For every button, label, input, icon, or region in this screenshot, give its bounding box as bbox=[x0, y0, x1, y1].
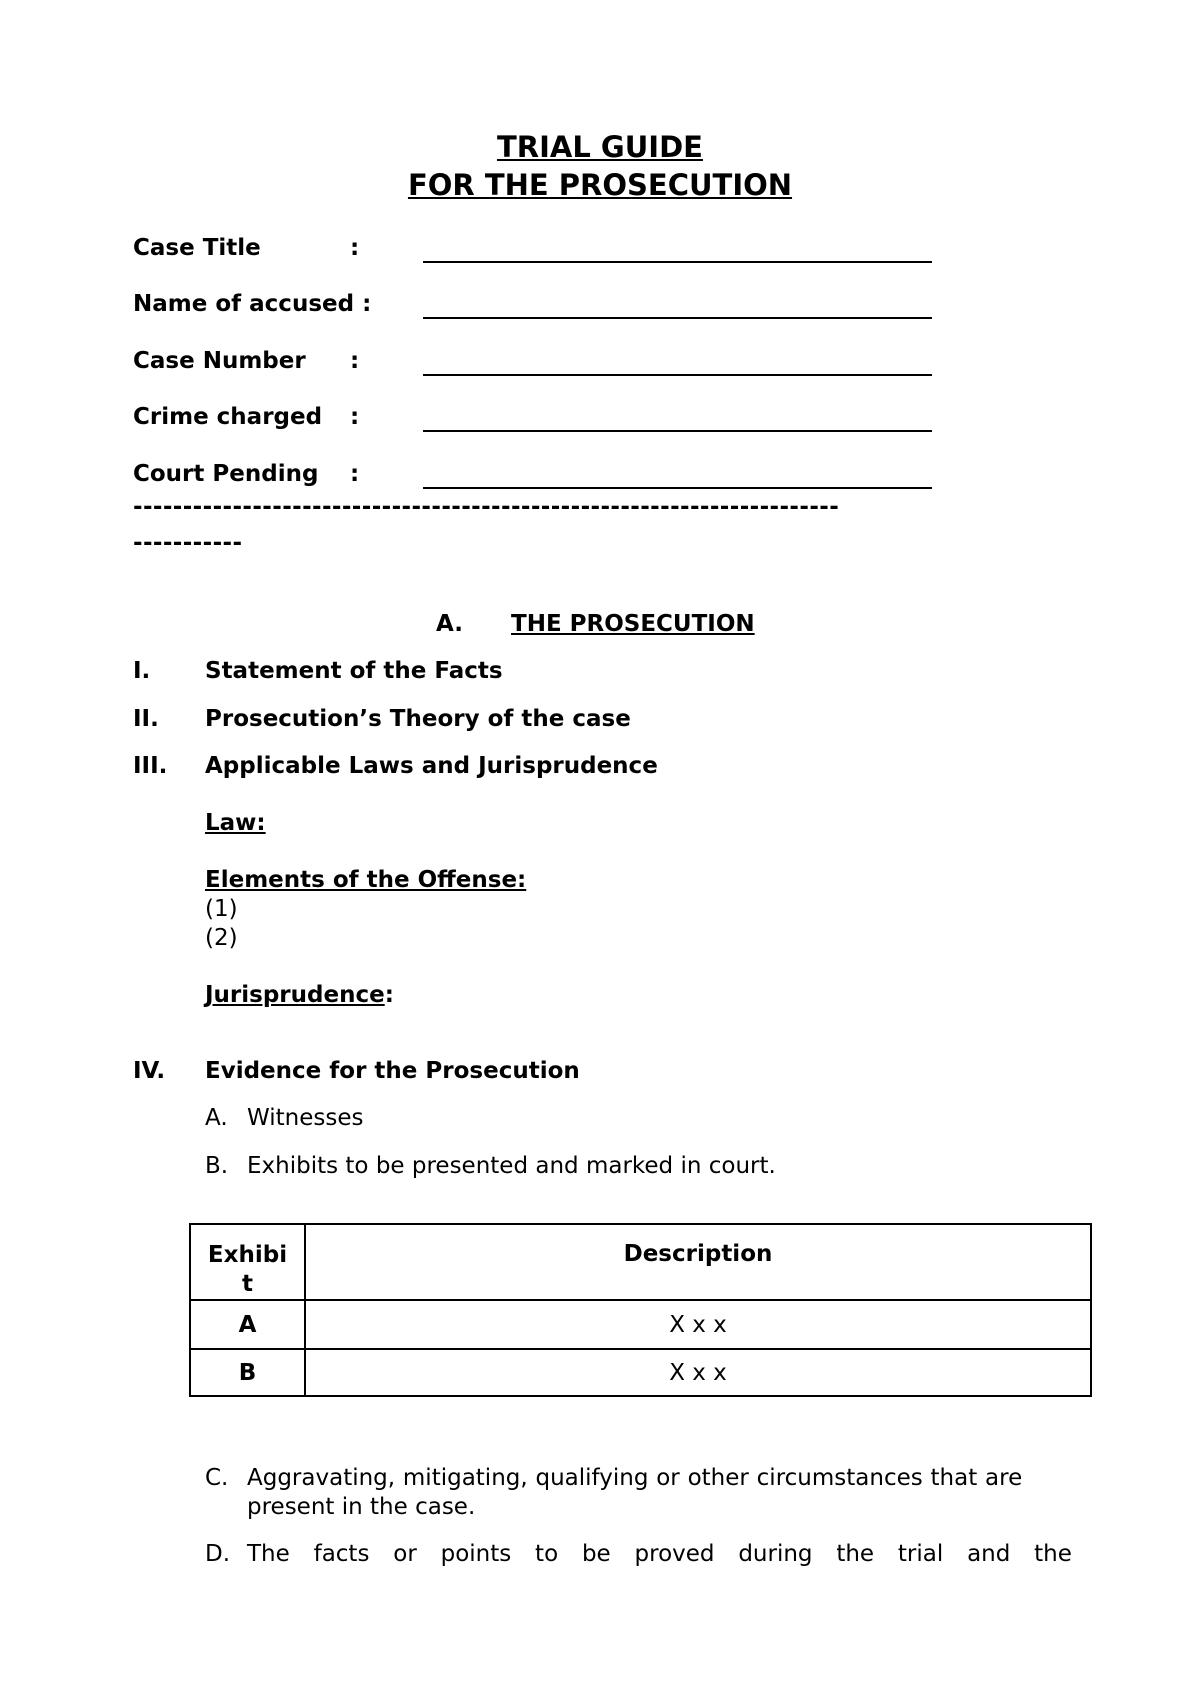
item-3-number: III. bbox=[133, 753, 168, 779]
d-word: to bbox=[535, 1541, 559, 1567]
item-3-text: Applicable Laws and Jurisprudence bbox=[205, 753, 658, 779]
evidence-sub-d-line1 bbox=[247, 1541, 1072, 1567]
item-4-number: IV. bbox=[133, 1058, 166, 1084]
exhibits-table bbox=[189, 1223, 1092, 1397]
header-exhibit: Exhibi t bbox=[190, 1224, 305, 1300]
item-1-number: I. bbox=[133, 658, 151, 684]
crime-charged-blank bbox=[423, 430, 932, 432]
case-title-blank bbox=[423, 261, 932, 263]
document-title-line2: FOR THE PROSECUTION bbox=[407, 168, 793, 202]
table-header-row bbox=[190, 1224, 1091, 1300]
name-of-accused-label: Name of accused : bbox=[133, 291, 372, 317]
table-row bbox=[190, 1349, 1091, 1396]
element-2: (2) bbox=[205, 925, 238, 951]
case-number-label: Case Number bbox=[133, 348, 306, 374]
d-word: points bbox=[440, 1541, 512, 1567]
jurisprudence-label: Jurisprudence bbox=[205, 982, 385, 1008]
name-of-accused-blank bbox=[423, 317, 932, 319]
table-row bbox=[190, 1300, 1091, 1349]
description-cell: X x x bbox=[305, 1300, 1091, 1349]
evidence-sub-a-text: Witnesses bbox=[247, 1105, 364, 1131]
case-number-blank bbox=[423, 374, 932, 376]
document-title-line1: TRIAL GUIDE bbox=[497, 130, 703, 164]
item-4-text: Evidence for the Prosecution bbox=[205, 1058, 580, 1084]
exhibit-cell: A bbox=[190, 1300, 305, 1349]
evidence-sub-a-letter: A. bbox=[205, 1105, 228, 1131]
d-word: and bbox=[967, 1541, 1011, 1567]
case-title-colon: : bbox=[350, 235, 360, 261]
evidence-sub-b-letter: B. bbox=[205, 1153, 229, 1179]
d-word: facts bbox=[313, 1541, 370, 1567]
crime-charged-label: Crime charged bbox=[133, 404, 323, 430]
court-pending-colon: : bbox=[350, 461, 360, 487]
d-word: the bbox=[1034, 1541, 1072, 1567]
evidence-sub-c-letter: C. bbox=[205, 1465, 229, 1491]
d-word: be bbox=[581, 1541, 611, 1567]
item-2-number: II. bbox=[133, 706, 159, 732]
d-word: or bbox=[393, 1541, 417, 1567]
header-description: Description bbox=[305, 1224, 1091, 1300]
court-pending-blank bbox=[423, 487, 932, 489]
separator-line-2: ----------- bbox=[133, 530, 243, 556]
d-word: during bbox=[738, 1541, 813, 1567]
description-cell: X x x bbox=[305, 1349, 1091, 1396]
element-1: (1) bbox=[205, 896, 238, 922]
section-a-letter: A. bbox=[436, 611, 463, 637]
d-word: proved bbox=[634, 1541, 715, 1567]
item-1-text: Statement of the Facts bbox=[205, 658, 503, 684]
evidence-sub-c-line2: present in the case. bbox=[247, 1494, 476, 1520]
item-2-text: Prosecution’s Theory of the case bbox=[205, 706, 631, 732]
d-word: The bbox=[247, 1541, 290, 1567]
d-word: the bbox=[836, 1541, 875, 1567]
section-a-heading: THE PROSECUTION bbox=[511, 611, 755, 637]
law-label: Law: bbox=[205, 810, 266, 836]
jurisprudence-heading bbox=[205, 982, 394, 1008]
evidence-sub-d-letter: D. bbox=[205, 1541, 231, 1567]
court-pending-label: Court Pending bbox=[133, 461, 319, 487]
case-title-label: Case Title bbox=[133, 235, 261, 261]
d-word: trial bbox=[897, 1541, 944, 1567]
crime-charged-colon: : bbox=[350, 404, 360, 430]
elements-label: Elements of the Offense: bbox=[205, 867, 527, 893]
jurisprudence-colon: : bbox=[384, 982, 394, 1008]
evidence-sub-c-line1: Aggravating, mitigating, qualifying or other circumstances that are bbox=[247, 1465, 1023, 1491]
separator-line-1: ----------------------------------------------------------------------- bbox=[133, 494, 840, 520]
case-number-colon: : bbox=[350, 348, 360, 374]
evidence-sub-b-text: Exhibits to be presented and marked in court. bbox=[247, 1153, 776, 1179]
exhibit-cell: B bbox=[190, 1349, 305, 1396]
